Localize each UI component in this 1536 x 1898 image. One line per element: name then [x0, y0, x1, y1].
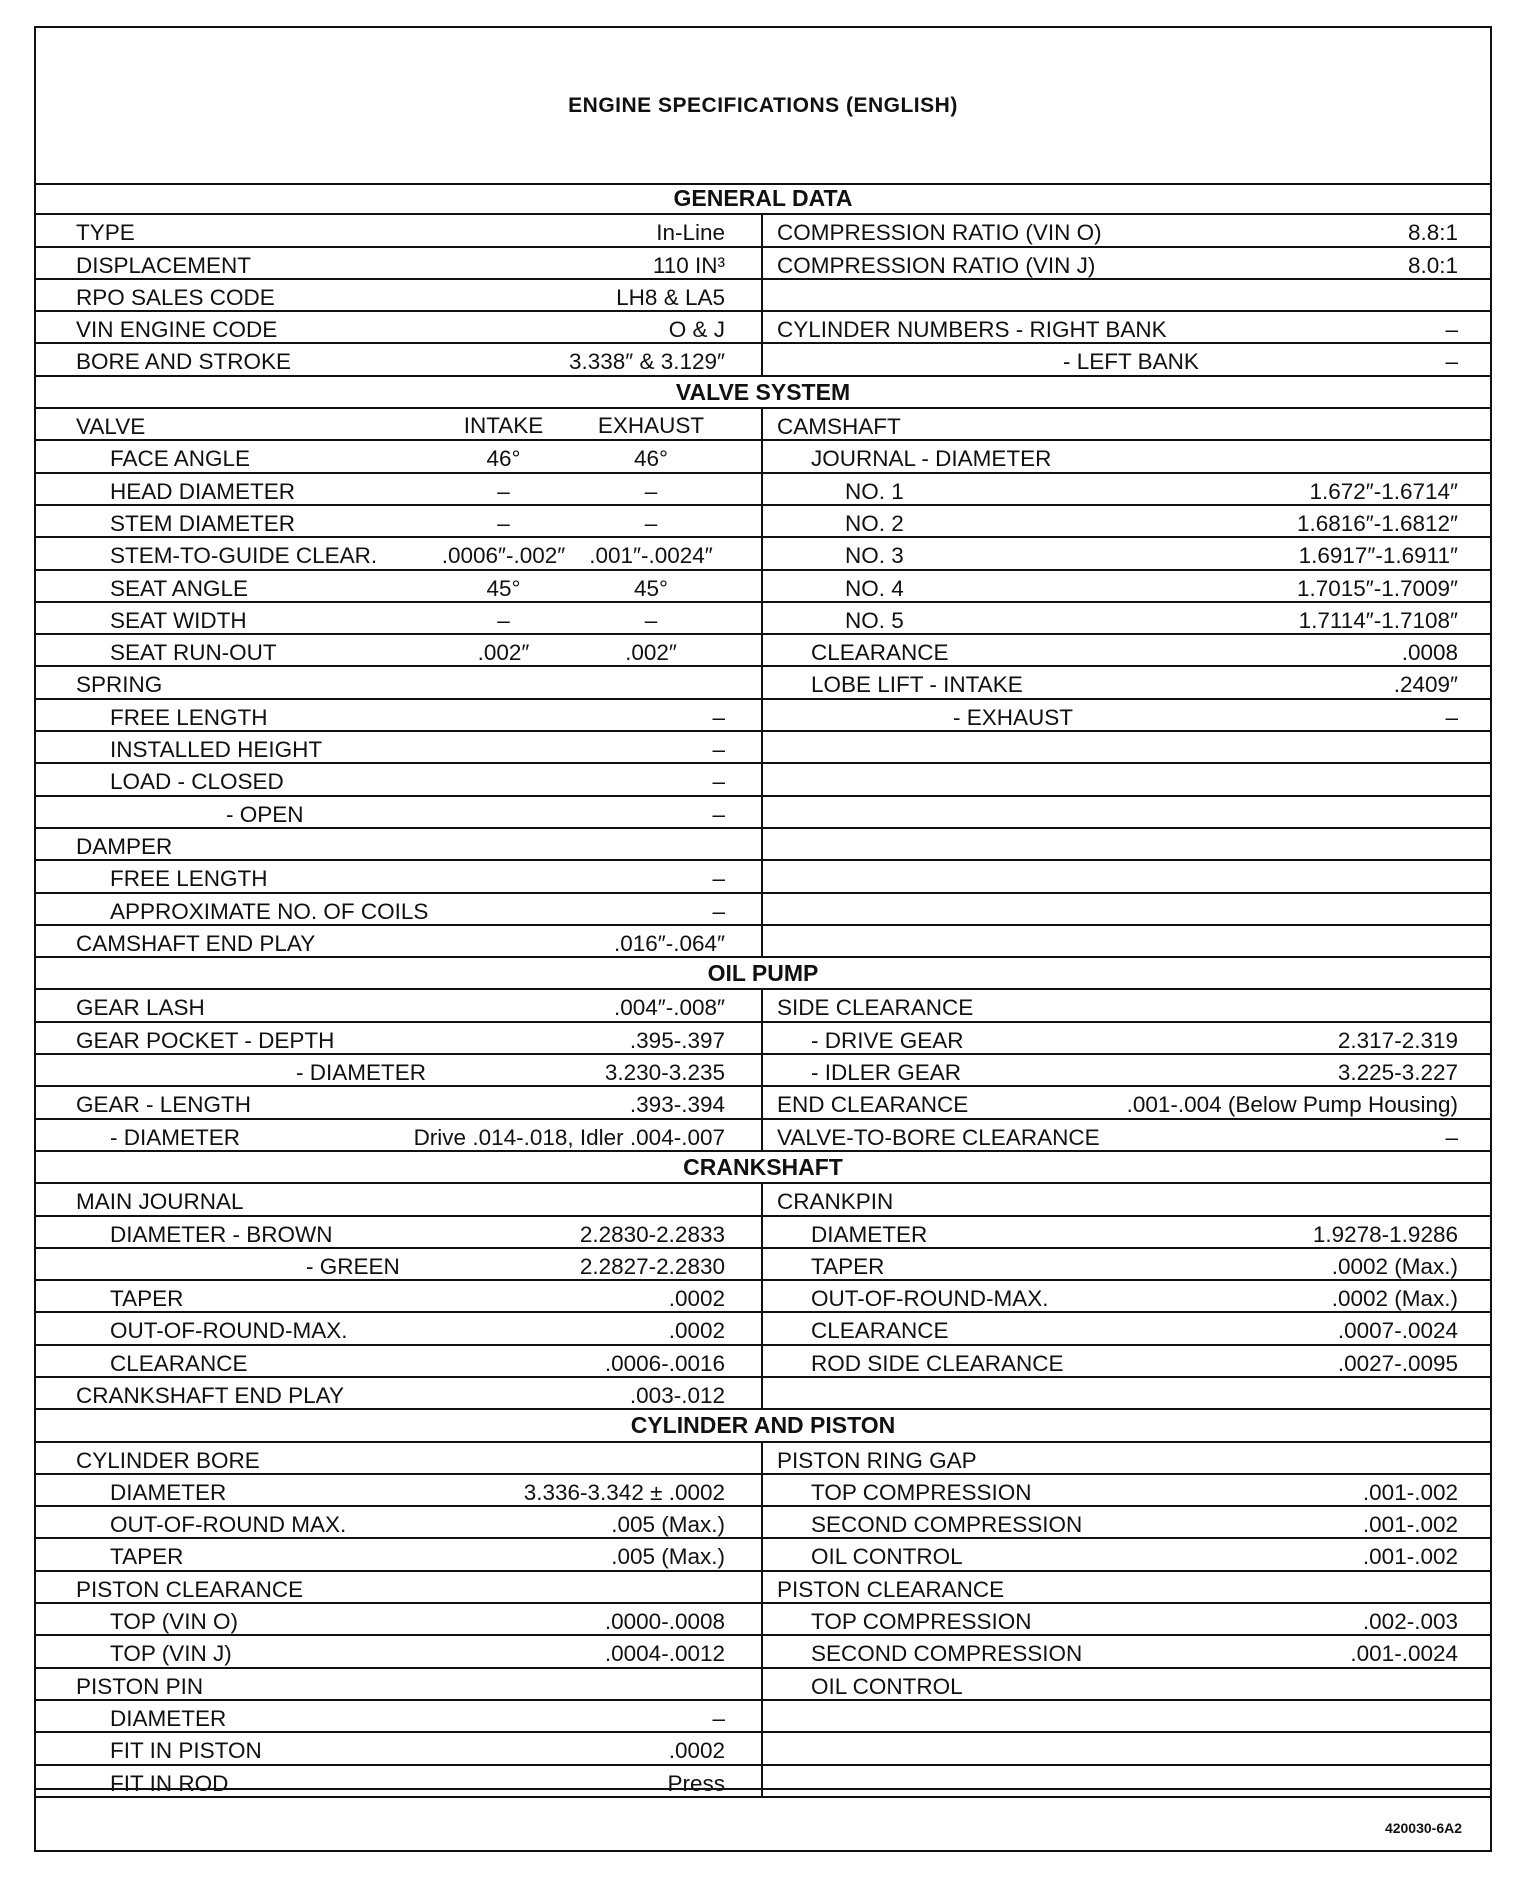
spec-label: CYLINDER NUMBERS - RIGHT BANK — [777, 317, 1167, 343]
spec-label: RPO SALES CODE — [76, 284, 275, 310]
left-cell — [36, 1055, 763, 1085]
spec-label: ROD SIDE CLEARANCE — [811, 1350, 1064, 1376]
spec-value: 1.672″-1.6714″ — [1309, 478, 1458, 504]
spec-label: FREE LENGTH — [110, 866, 268, 892]
spec-label: NO. 4 — [845, 575, 904, 601]
spec-value: .0002 (Max.) — [1331, 1253, 1458, 1279]
spec-label: OIL CONTROL — [811, 1673, 963, 1699]
right-cell — [763, 1087, 1490, 1117]
table-row — [36, 1313, 1490, 1345]
right-cell — [763, 474, 1490, 504]
spec-label: SEAT WIDTH — [110, 607, 247, 633]
spec-label: DIAMETER — [110, 1479, 227, 1505]
right-cell — [763, 603, 1490, 633]
left-cell — [36, 409, 763, 439]
table-row — [36, 894, 1490, 926]
left-cell — [36, 312, 763, 342]
spec-label: MAIN JOURNAL — [76, 1189, 244, 1215]
spec-value: 3.230-3.235 — [604, 1060, 725, 1086]
spec-value: 1.6917″-1.6911″ — [1298, 543, 1458, 569]
left-cell — [36, 1120, 763, 1150]
table-row — [36, 861, 1490, 893]
spec-value: .0000-.0008 — [604, 1609, 725, 1635]
right-cell — [763, 538, 1490, 568]
exhaust-value: .002″ — [625, 640, 677, 666]
spec-value: 1.7114″-1.7108″ — [1298, 607, 1458, 633]
left-cell — [36, 1572, 763, 1602]
intake-value: 45° — [486, 575, 521, 601]
spec-label: OIL CONTROL — [811, 1544, 963, 1570]
spec-value: LH8 & LA5 — [616, 284, 725, 310]
right-cell — [763, 1733, 1490, 1763]
table-row — [36, 1669, 1490, 1701]
right-cell — [763, 215, 1490, 245]
right-cell — [763, 248, 1490, 278]
spec-label: STEM DIAMETER — [110, 510, 296, 536]
spec-label: CRANKSHAFT END PLAY — [76, 1382, 344, 1408]
spec-value: .003-.012 — [629, 1382, 725, 1408]
table-row — [36, 797, 1490, 829]
table-row — [36, 538, 1490, 570]
spec-value: – — [712, 704, 725, 730]
left-cell — [36, 894, 763, 924]
exhaust-value: 45° — [633, 575, 669, 601]
right-cell — [763, 1378, 1490, 1408]
intake-value: – — [497, 510, 510, 536]
table-row — [36, 635, 1490, 667]
right-cell — [763, 1120, 1490, 1150]
spec-sheet — [34, 26, 1492, 1852]
spec-label: PISTON CLEARANCE — [777, 1576, 1005, 1602]
right-cell — [763, 1443, 1490, 1473]
spec-label: DAMPER — [76, 833, 173, 859]
spec-label: DIAMETER — [811, 1221, 928, 1247]
right-cell — [763, 829, 1490, 859]
spec-value: – — [712, 801, 725, 827]
left-cell — [36, 1475, 763, 1505]
left-cell — [36, 215, 763, 245]
table-row — [36, 1087, 1490, 1119]
spec-label: HEAD DIAMETER — [110, 478, 296, 504]
section-heading: GENERAL DATA — [36, 183, 1490, 215]
left-cell — [36, 1507, 763, 1537]
spec-label: FACE ANGLE — [110, 446, 251, 472]
left-cell — [36, 248, 763, 278]
spec-value: 2.2830-2.2833 — [579, 1221, 725, 1247]
spec-value: .0006-.0016 — [604, 1350, 725, 1376]
right-cell — [763, 732, 1490, 762]
spec-value: 1.7015″-1.7009″ — [1296, 575, 1458, 601]
spec-label: INSTALLED HEIGHT — [110, 737, 323, 763]
table-row — [36, 1701, 1490, 1733]
right-cell — [763, 764, 1490, 794]
right-cell — [763, 312, 1490, 342]
spec-label: GEAR POCKET - DEPTH — [76, 1027, 335, 1053]
spec-label: TOP (VIN O) — [110, 1609, 238, 1635]
spec-value: .016″-.064″ — [613, 930, 725, 956]
right-cell — [763, 1604, 1490, 1634]
spec-value: .001-.002 — [1362, 1479, 1458, 1505]
spec-value: 2.2827-2.2830 — [579, 1253, 725, 1279]
left-cell — [36, 667, 763, 697]
left-cell — [36, 732, 763, 762]
spec-value: 1.6816″-1.6812″ — [1296, 510, 1458, 536]
table-row — [36, 1217, 1490, 1249]
spec-label: TOP COMPRESSION — [811, 1479, 1032, 1505]
spec-label: NO. 2 — [845, 510, 904, 536]
left-cell — [36, 1701, 763, 1731]
spec-label: - LEFT BANK — [1063, 349, 1199, 375]
left-cell — [36, 1669, 763, 1699]
document-code: 420030-6A2 — [1384, 1820, 1462, 1836]
spec-label: TOP COMPRESSION — [811, 1609, 1032, 1635]
spec-value: – — [712, 898, 725, 924]
spec-value: 110 IN³ — [652, 252, 725, 278]
spec-value: 3.336-3.342 ± .0002 — [523, 1479, 725, 1505]
spec-value: .393-.394 — [629, 1092, 725, 1118]
spec-value: Drive .014-.018, Idler .004-.007 — [413, 1124, 725, 1150]
spec-label: - DIAMETER — [296, 1060, 427, 1086]
spec-value: .005 (Max.) — [611, 1512, 725, 1538]
spec-label: - IDLER GEAR — [811, 1060, 962, 1086]
left-cell — [36, 861, 763, 891]
spec-label: - EXHAUST — [953, 704, 1074, 730]
table-row — [36, 1120, 1490, 1152]
intake-value: INTAKE — [463, 413, 544, 439]
table-row — [36, 700, 1490, 732]
left-cell — [36, 1217, 763, 1247]
spec-label: DIAMETER - BROWN — [110, 1221, 333, 1247]
intake-value: – — [497, 478, 510, 504]
spec-label: PISTON PIN — [76, 1673, 204, 1699]
right-cell — [763, 1023, 1490, 1053]
left-cell — [36, 990, 763, 1020]
footer-row — [36, 1788, 1490, 1850]
right-cell — [763, 441, 1490, 471]
left-cell — [36, 1636, 763, 1666]
left-cell — [36, 1184, 763, 1214]
table-row — [36, 990, 1490, 1022]
spec-label: TAPER — [811, 1253, 885, 1279]
table-row — [36, 603, 1490, 635]
table-row — [36, 280, 1490, 312]
spec-value: – — [1445, 349, 1458, 375]
spec-label: NO. 3 — [845, 543, 904, 569]
exhaust-value: 46° — [633, 446, 669, 472]
spec-label: - OPEN — [226, 801, 304, 827]
right-cell — [763, 1346, 1490, 1376]
left-cell — [36, 926, 763, 956]
spec-label: OUT-OF-ROUND MAX. — [110, 1512, 347, 1538]
spec-label: CLEARANCE — [811, 640, 949, 666]
section-heading: OIL PUMP — [36, 958, 1490, 990]
spec-label: VALVE — [76, 414, 146, 440]
spec-label: CYLINDER BORE — [76, 1447, 260, 1473]
left-cell — [36, 1733, 763, 1763]
spec-label: COMPRESSION RATIO (VIN J) — [777, 252, 1096, 278]
exhaust-value: .001″-.0024″ — [589, 543, 713, 569]
left-cell — [36, 1443, 763, 1473]
spec-label: FREE LENGTH — [110, 704, 268, 730]
left-cell — [36, 1539, 763, 1569]
spec-label: SEAT RUN-OUT — [110, 640, 277, 666]
right-cell — [763, 700, 1490, 730]
left-cell — [36, 797, 763, 827]
right-cell — [763, 1701, 1490, 1731]
spec-label: COMPRESSION RATIO (VIN O) — [777, 220, 1102, 246]
spec-value: .395-.397 — [629, 1027, 725, 1053]
intake-value: .0006″-.002″ — [441, 543, 566, 569]
table-row — [36, 1055, 1490, 1087]
table-row — [36, 1281, 1490, 1313]
spec-label: BORE AND STROKE — [76, 349, 292, 375]
spec-value: – — [712, 1705, 725, 1731]
spec-label: - GREEN — [306, 1253, 400, 1279]
right-cell — [763, 1184, 1490, 1214]
spec-label: VALVE-TO-BORE CLEARANCE — [777, 1124, 1100, 1150]
table-row — [36, 1023, 1490, 1055]
right-cell — [763, 506, 1490, 536]
spec-value: .005 (Max.) — [611, 1544, 725, 1570]
right-cell — [763, 1636, 1490, 1666]
left-cell — [36, 1346, 763, 1376]
table-row — [36, 1443, 1490, 1475]
spec-label: SIDE CLEARANCE — [777, 995, 974, 1021]
exhaust-value: – — [644, 478, 658, 504]
spec-label: END CLEARANCE — [777, 1092, 969, 1118]
table-row — [36, 1378, 1490, 1410]
left-cell — [36, 1604, 763, 1634]
right-cell — [763, 409, 1490, 439]
table-row — [36, 248, 1490, 280]
table-row — [36, 1346, 1490, 1378]
table-row — [36, 1184, 1490, 1216]
left-cell — [36, 538, 763, 568]
table-row — [36, 409, 1490, 441]
right-cell — [763, 1217, 1490, 1247]
spec-value: 1.9278-1.9286 — [1312, 1221, 1458, 1247]
left-cell — [36, 474, 763, 504]
spec-label: CRANKPIN — [777, 1189, 894, 1215]
right-cell — [763, 635, 1490, 665]
table-row — [36, 1733, 1490, 1765]
left-cell — [36, 280, 763, 310]
right-cell — [763, 861, 1490, 891]
spec-table — [36, 183, 1490, 1798]
spec-value: – — [712, 866, 725, 892]
right-cell — [763, 797, 1490, 827]
right-cell — [763, 1055, 1490, 1085]
spec-label: SEAT ANGLE — [110, 575, 248, 601]
spec-value: Press — [667, 1770, 725, 1796]
left-cell — [36, 700, 763, 730]
left-cell — [36, 571, 763, 601]
right-cell — [763, 1507, 1490, 1537]
table-row — [36, 732, 1490, 764]
table-row — [36, 1604, 1490, 1636]
spec-value: 2.317-2.319 — [1337, 1027, 1458, 1053]
table-row — [36, 441, 1490, 473]
right-cell — [763, 571, 1490, 601]
spec-label: SPRING — [76, 672, 163, 698]
exhaust-value: EXHAUST — [597, 413, 705, 439]
title-box — [36, 28, 1490, 185]
spec-label: DISPLACEMENT — [76, 252, 252, 278]
right-cell — [763, 1572, 1490, 1602]
spec-label: PISTON CLEARANCE — [76, 1576, 304, 1602]
table-row — [36, 474, 1490, 506]
left-cell — [36, 344, 763, 374]
exhaust-value: – — [644, 510, 658, 536]
spec-value: .0002 — [668, 1738, 725, 1764]
spec-value: .001-.0024 — [1350, 1641, 1458, 1667]
table-row — [36, 1507, 1490, 1539]
table-row — [36, 312, 1490, 344]
spec-label: PISTON RING GAP — [777, 1447, 977, 1473]
spec-value: .0027-.0095 — [1337, 1350, 1458, 1376]
spec-value: O & J — [668, 317, 725, 343]
table-row — [36, 1249, 1490, 1281]
section-heading: CYLINDER AND PISTON — [36, 1410, 1490, 1442]
left-cell — [36, 1313, 763, 1343]
spec-label: NO. 5 — [845, 607, 904, 633]
spec-value: .0004-.0012 — [604, 1641, 725, 1667]
spec-label: - DIAMETER — [110, 1124, 241, 1150]
left-cell — [36, 506, 763, 536]
spec-label: TAPER — [110, 1544, 184, 1570]
right-cell — [763, 1249, 1490, 1279]
spec-value: .004″-.008″ — [613, 995, 725, 1021]
table-row — [36, 215, 1490, 247]
left-cell — [36, 1378, 763, 1408]
table-row — [36, 344, 1490, 376]
intake-value: .002″ — [477, 640, 530, 666]
spec-label: SECOND COMPRESSION — [811, 1641, 1083, 1667]
table-row — [36, 926, 1490, 958]
left-cell — [36, 829, 763, 859]
left-cell — [36, 1249, 763, 1279]
table-row — [36, 1572, 1490, 1604]
spec-label: OUT-OF-ROUND-MAX. — [811, 1286, 1049, 1312]
intake-value: – — [497, 607, 510, 633]
spec-label: OUT-OF-ROUND-MAX. — [110, 1318, 348, 1344]
left-cell — [36, 1281, 763, 1311]
left-cell — [36, 1087, 763, 1117]
page-title: ENGINE SPECIFICATIONS (ENGLISH) — [568, 93, 958, 117]
spec-value: .0002 — [668, 1318, 725, 1344]
right-cell — [763, 926, 1490, 956]
right-cell — [763, 1539, 1490, 1569]
right-cell — [763, 344, 1490, 374]
exhaust-value: – — [644, 607, 658, 633]
spec-value: – — [712, 737, 725, 763]
right-cell — [763, 894, 1490, 924]
spec-value: .0002 — [668, 1286, 725, 1312]
right-cell — [763, 1475, 1490, 1505]
spec-value: .002-.003 — [1362, 1609, 1458, 1635]
spec-label: FIT IN PISTON — [110, 1738, 262, 1764]
left-cell — [36, 764, 763, 794]
spec-label: STEM-TO-GUIDE CLEAR. — [110, 543, 378, 569]
table-row — [36, 1475, 1490, 1507]
right-cell — [763, 990, 1490, 1020]
spec-label: JOURNAL - DIAMETER — [811, 446, 1052, 472]
spec-label: APPROXIMATE NO. OF COILS — [110, 898, 429, 924]
spec-label: CLEARANCE — [811, 1318, 949, 1344]
table-row — [36, 1539, 1490, 1571]
spec-label: DIAMETER — [110, 1705, 227, 1731]
spec-value: .2409″ — [1393, 672, 1458, 698]
spec-value: 3.338″ & 3.129″ — [568, 349, 725, 375]
spec-value: 8.8:1 — [1407, 220, 1458, 246]
spec-label: CAMSHAFT — [777, 414, 901, 440]
spec-label: VIN ENGINE CODE — [76, 317, 278, 343]
spec-label: LOAD - CLOSED — [110, 769, 284, 795]
spec-label: CAMSHAFT END PLAY — [76, 930, 316, 956]
table-row — [36, 1636, 1490, 1668]
left-cell — [36, 441, 763, 471]
section-heading: VALVE SYSTEM — [36, 377, 1490, 409]
spec-label: NO. 1 — [845, 478, 904, 504]
table-row — [36, 667, 1490, 699]
spec-value: – — [712, 769, 725, 795]
intake-value: 46° — [486, 446, 521, 472]
spec-value: .001-.002 — [1362, 1512, 1458, 1538]
spec-value: 3.225-3.227 — [1337, 1060, 1458, 1086]
table-row — [36, 764, 1490, 796]
spec-value: .001-.004 (Below Pump Housing) — [1126, 1092, 1458, 1118]
left-cell — [36, 635, 763, 665]
right-cell — [763, 667, 1490, 697]
spec-value: – — [1445, 317, 1458, 343]
spec-label: GEAR LASH — [76, 995, 205, 1021]
spec-label: GEAR - LENGTH — [76, 1092, 252, 1118]
table-row — [36, 506, 1490, 538]
left-cell — [36, 603, 763, 633]
spec-value: – — [1445, 704, 1458, 730]
spec-label: TAPER — [110, 1286, 184, 1312]
spec-value: 8.0:1 — [1407, 252, 1458, 278]
table-row — [36, 571, 1490, 603]
table-row — [36, 829, 1490, 861]
spec-value: .0008 — [1401, 640, 1458, 666]
right-cell — [763, 1281, 1490, 1311]
left-cell — [36, 1023, 763, 1053]
spec-label: CLEARANCE — [110, 1350, 248, 1376]
spec-label: TYPE — [76, 220, 135, 246]
spec-label: LOBE LIFT - INTAKE — [811, 672, 1023, 698]
spec-label: - DRIVE GEAR — [811, 1027, 964, 1053]
spec-label: TOP (VIN J) — [110, 1641, 232, 1667]
spec-value: – — [1445, 1124, 1458, 1150]
spec-value: .0002 (Max.) — [1331, 1286, 1458, 1312]
right-cell — [763, 1669, 1490, 1699]
spec-value: .001-.002 — [1362, 1544, 1458, 1570]
right-cell — [763, 1313, 1490, 1343]
spec-value: In-Line — [656, 220, 725, 246]
spec-value: .0007-.0024 — [1337, 1318, 1458, 1344]
right-cell — [763, 280, 1490, 310]
spec-label: FIT IN ROD — [110, 1770, 229, 1796]
section-heading: CRANKSHAFT — [36, 1152, 1490, 1184]
spec-label: SECOND COMPRESSION — [811, 1512, 1083, 1538]
